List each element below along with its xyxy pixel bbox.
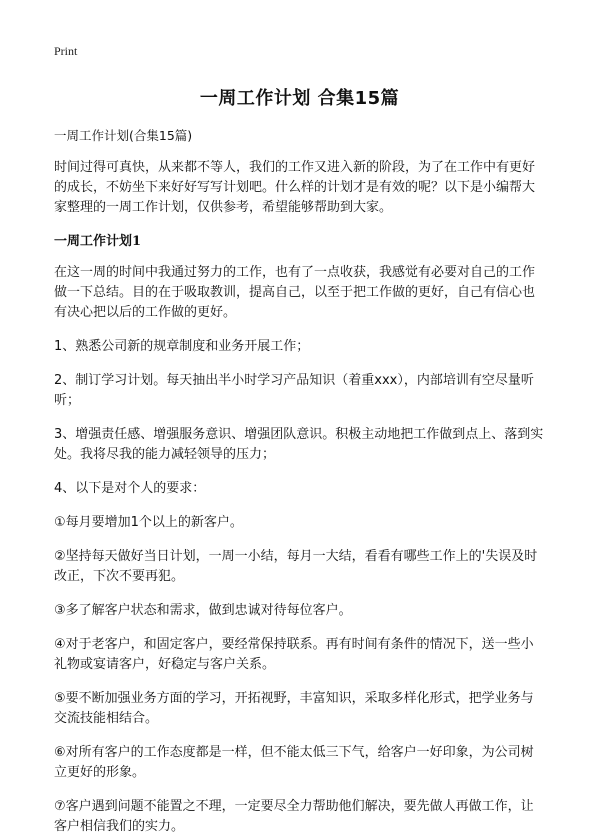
section-body	[54, 263, 545, 837]
list-item: 4、以下是对个人的要求：	[54, 481, 206, 496]
sub-list-item: ⑥对所有客户的工作态度都是一样，但不能太低三下气，给客户一好印象，为公司树立更好的形象。	[54, 745, 534, 780]
sub-list-item: ②坚持每天做好当日计划，一周一小结，每月一大结，看看有哪些工作上的'失误及时改正，下次不要再犯。	[54, 549, 538, 584]
sub-list-item: ①每月要增加1个以上的新客户。	[54, 515, 243, 530]
list-item: 3、增强责任感、增强服务意识、增强团队意识。积极主动地把工作做到点上、落到实处。我将尽我的能力减轻领导的压力；	[54, 427, 544, 462]
sub-list-item: ④对于老客户，和固定客户，要经常保持联系。再有时间有条件的情况下，送一些小礼物或宴请客户，好稳定与客户关系。	[54, 637, 534, 672]
list-item: 1、熟悉公司新的规章制度和业务开展工作；	[54, 339, 310, 354]
page-title: 一周工作计划 合集15篇	[199, 88, 400, 109]
list-item: 2、制订学习计划。每天抽出半小时学习产品知识（着重xxx），内部培训有空尽量听听；	[54, 373, 534, 408]
sub-list-item: ⑤要不断加强业务方面的学习，开拓视野，丰富知识，采取多样化形式，把学业务与交流技能相结合。	[54, 691, 534, 726]
intro-paragraph: 时间过得可真快，从来都不等人，我们的工作又进入新的阶段，为了在工作中有更好的成长，不妨坐下来好好写写计划吧。什么样的计划才是有效的呢？以下是小编帮大家整理的一周工作计划，仅供参考，希望能够帮助到大家。	[54, 160, 536, 215]
section-paragraph: 在这一周的时间中我通过努力的工作，也有了一点收获，我感觉有必要对自己的工作做一下总结。目的在于吸取教训，提高自己，以至于把工作做的更好，自己有信心也有决心把以后的工作做的更好。	[54, 265, 536, 320]
print-link[interactable]: Print	[54, 44, 78, 58]
sub-list-item: ⑦客户遇到问题不能置之不理，一定要尽全力帮助他们解决，要先做人再做工作，让客户相信我们的实力。	[54, 799, 534, 834]
section-heading: 一周工作计划1	[54, 234, 142, 249]
sub-list-item: ③多了解客户状态和需求，做到忠诚对待每位客户。	[54, 603, 352, 618]
document-subtitle: 一周工作计划(合集15篇)	[54, 128, 193, 143]
